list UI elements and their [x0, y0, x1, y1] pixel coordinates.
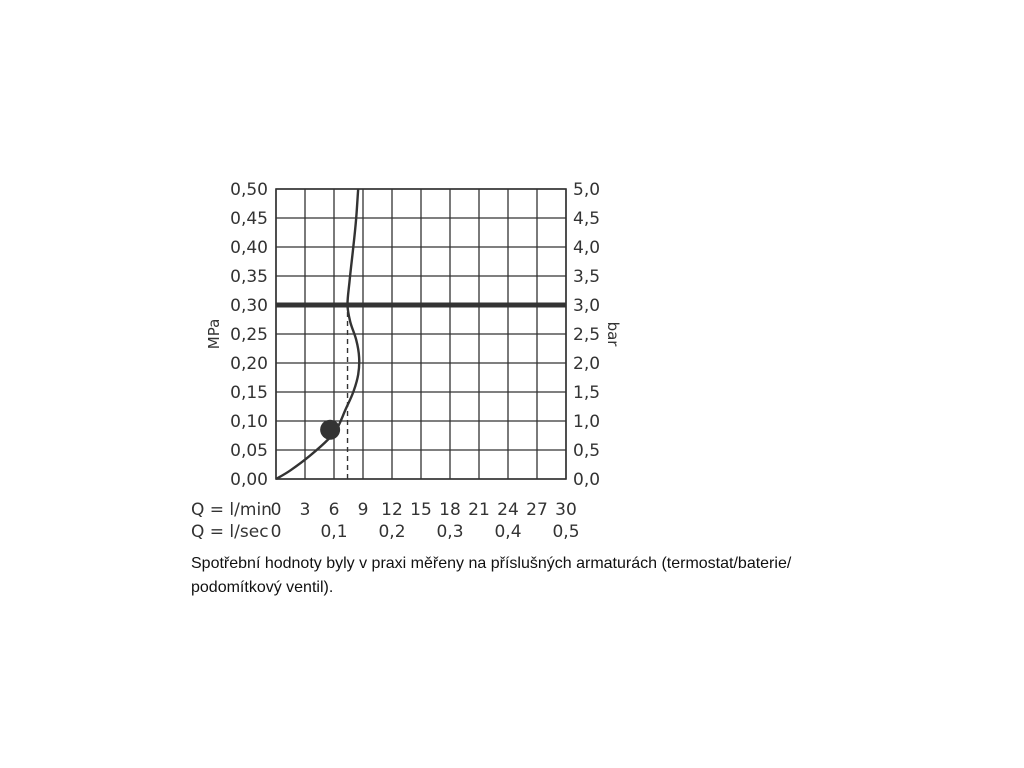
- y-tick-label-right: 3,5: [573, 267, 601, 287]
- x-axis-ticks: [271, 500, 577, 520]
- y-tick-label-left: 0,00: [230, 470, 268, 490]
- caption-line-2: podomítkový ventil).: [191, 579, 334, 596]
- caption: [191, 552, 911, 600]
- x-tick-label: 21: [468, 500, 490, 520]
- y-tick-label-right: 2,5: [573, 325, 601, 345]
- y-tick-label-left: 0,15: [230, 383, 268, 403]
- y-axis-left-label: MPa: [205, 318, 223, 350]
- x-tick-label: 30: [555, 500, 577, 520]
- y-tick-label-left: 0,50: [230, 180, 268, 200]
- y-tick-label-left: 0,45: [230, 209, 268, 229]
- y-tick-label-left: 0,35: [230, 267, 268, 287]
- y-axis-right-ticks: [573, 180, 600, 490]
- y-axis-right-label: bar: [604, 321, 622, 347]
- y-tick-label-left: 0,05: [230, 441, 268, 461]
- x-tick-label: 9: [357, 500, 369, 520]
- y-tick-label-right: 4,5: [573, 209, 601, 229]
- x-tick-label-secondary: 0,1: [320, 522, 348, 542]
- y-tick-label-right: 0,5: [573, 441, 601, 461]
- y-tick-label-left: 0,25: [230, 325, 268, 345]
- grid: [276, 189, 566, 479]
- x-tick-label: 15: [410, 500, 432, 520]
- y-tick-label-right: 0,0: [573, 470, 601, 490]
- x-axis-primary-label: Q = l/min: [191, 500, 272, 520]
- y-tick-label-left: 0,10: [230, 412, 268, 432]
- y-axis-left-ticks: [230, 180, 268, 490]
- data-point-marker: [320, 420, 340, 440]
- y-tick-label-left: 0,30: [230, 296, 268, 316]
- x-tick-label-secondary: 0,2: [378, 522, 406, 542]
- x-tick-label-secondary: 0,4: [494, 522, 522, 542]
- x-tick-label: 24: [497, 500, 519, 520]
- y-tick-label-right: 1,5: [573, 383, 601, 403]
- x-tick-label: 0: [270, 500, 282, 520]
- y-tick-label-right: 2,0: [573, 354, 601, 374]
- x-tick-label-secondary: 0,3: [436, 522, 464, 542]
- y-tick-label-left: 0,40: [230, 238, 268, 258]
- y-tick-label-right: 4,0: [573, 238, 601, 258]
- y-tick-label-right: 5,0: [573, 180, 601, 200]
- y-tick-label-right: 3,0: [573, 296, 601, 316]
- y-tick-label-left: 0,20: [230, 354, 268, 374]
- x-tick-label: 27: [526, 500, 548, 520]
- x-axis-secondary-ticks: [271, 522, 580, 542]
- x-tick-label: 3: [299, 500, 311, 520]
- x-tick-label: 6: [328, 500, 340, 520]
- x-tick-label-secondary: 0: [270, 522, 282, 542]
- x-axis-secondary-label: Q = l/sec: [191, 522, 269, 542]
- y-tick-label-right: 1,0: [573, 412, 601, 432]
- x-tick-label: 18: [439, 500, 461, 520]
- x-tick-label: 12: [381, 500, 403, 520]
- caption-line-1: Spotřební hodnoty byly v praxi měřeny na příslušných armaturách (termostat/baterie/: [191, 555, 792, 572]
- x-tick-label-secondary: 0,5: [552, 522, 580, 542]
